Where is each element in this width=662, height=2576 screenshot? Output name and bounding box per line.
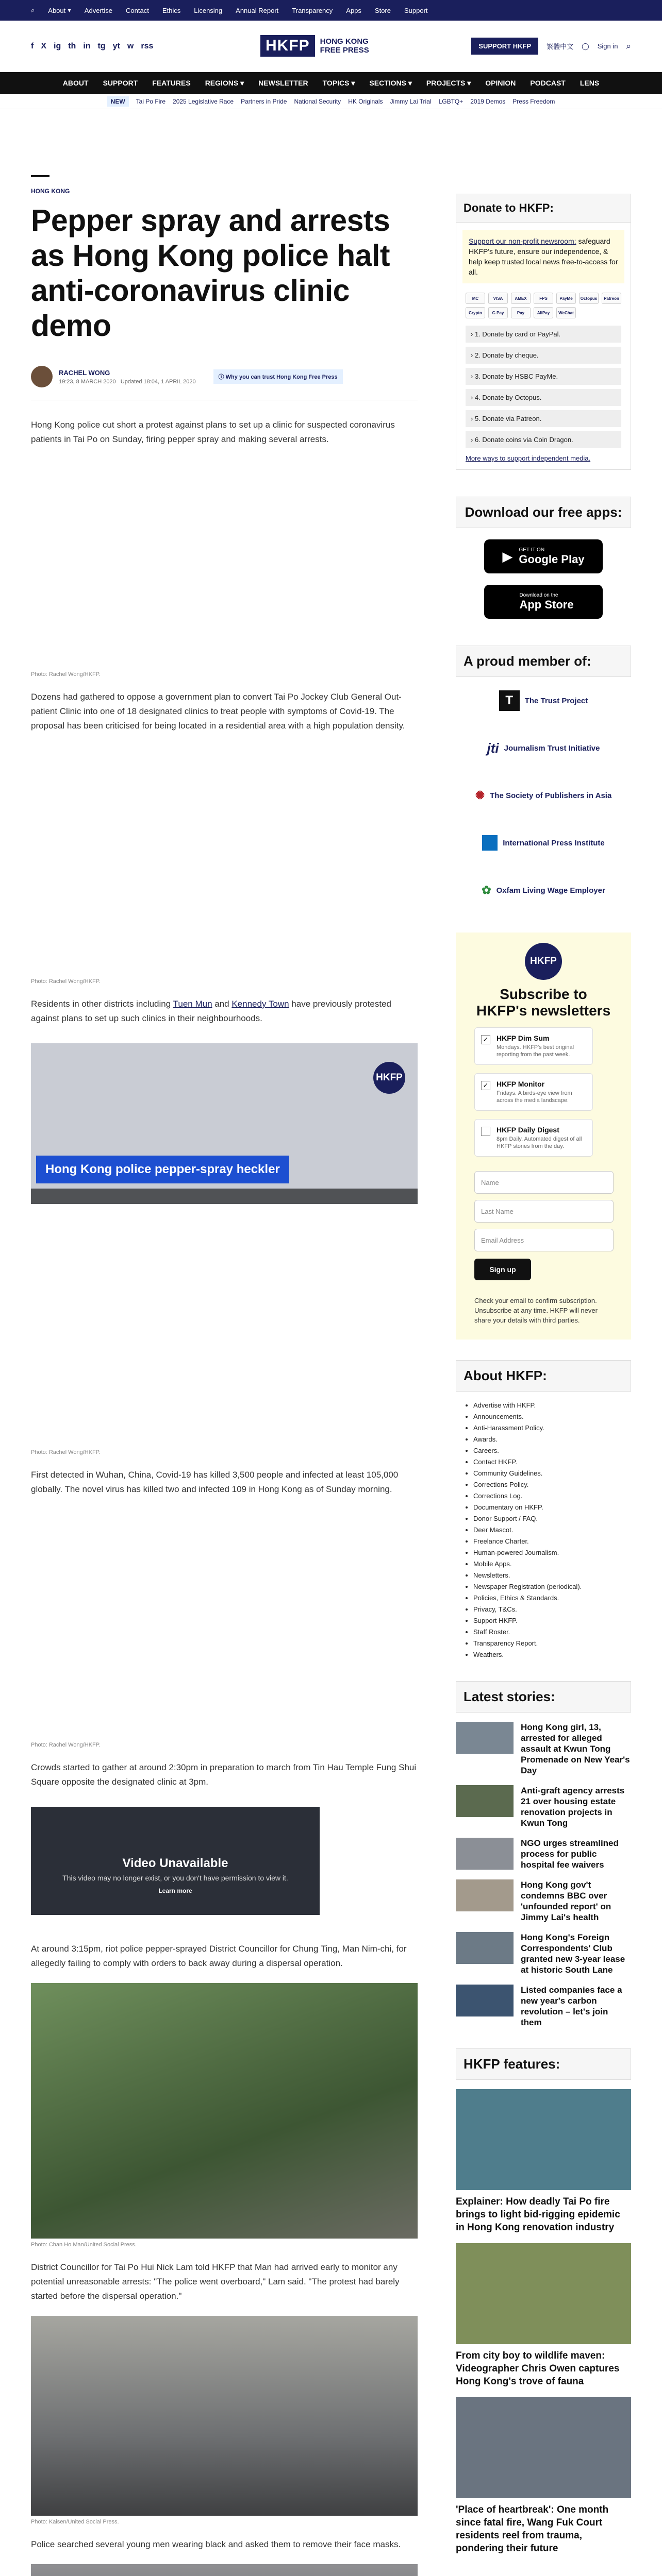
about-link[interactable]: • Support HKFP.: [473, 1615, 631, 1626]
feature-story[interactable]: 'Place of heartbreak': One month since fatal fire, Wang Fuk Court residents reel from trauma, pondering their future: [456, 2397, 631, 2555]
about-link[interactable]: • Awards.: [473, 1434, 631, 1445]
link-kennedy-town[interactable]: Kennedy Town: [231, 999, 289, 1009]
donate-intro-link[interactable]: Support our non-profit newsroom:: [469, 237, 576, 245]
donate-option[interactable]: › 1. Donate by card or PayPal.: [466, 326, 621, 343]
visa-icon: VISA: [488, 293, 508, 304]
email-input[interactable]: Email Address: [474, 1229, 614, 1251]
sign-in-link[interactable]: Sign in: [597, 42, 618, 50]
newsletter-option[interactable]: HKFP Daily Digest 8pm Daily. Automated digest of all HKFP stories from the day.: [474, 1119, 593, 1157]
photo-placeholder: [31, 1204, 418, 1446]
sopa-icon: ✺: [475, 789, 485, 802]
about-link[interactable]: • Corrections Log.: [473, 1490, 631, 1502]
social-links: [31, 42, 153, 51]
newsletter-widget: [456, 933, 631, 1340]
top-link-contact[interactable]: Contact: [126, 6, 149, 14]
last-name-input[interactable]: Last Name: [474, 1200, 614, 1223]
photo-caption: Photo: Rachel Wong/HKFP.: [31, 1742, 101, 1748]
learn-more-link[interactable]: Learn more: [158, 1887, 192, 1894]
facebook-icon[interactable]: f: [31, 41, 34, 50]
nav-projects[interactable]: PROJECTS ▾: [426, 78, 471, 87]
first-name-input[interactable]: Name: [474, 1171, 614, 1194]
nav-lens[interactable]: LENS: [580, 79, 600, 87]
search-icon[interactable]: ⌕: [31, 6, 35, 14]
member-logo[interactable]: jti Journalism Trust Initiative: [487, 740, 600, 756]
byline: [31, 366, 418, 387]
trust-project-icon: T: [499, 690, 520, 711]
nav-regions[interactable]: REGIONS ▾: [205, 78, 244, 87]
whatsapp-icon[interactable]: w: [127, 41, 134, 50]
video-controls[interactable]: [31, 1189, 418, 1204]
google-play-icon: ▶: [502, 548, 513, 564]
fps-icon: FPS: [534, 293, 553, 304]
video-unavailable-message: This video may no longer exist, or you don't have permission to view it.: [62, 1874, 288, 1882]
nav-about[interactable]: ABOUT: [62, 79, 89, 87]
top-utility-bar: [0, 0, 662, 21]
members-title: A proud member of:: [456, 646, 631, 677]
story-thumbnail: [456, 1985, 514, 2016]
trending-link[interactable]: 2025 Legislative Race: [173, 97, 234, 105]
video-player[interactable]: [31, 1043, 418, 1204]
category-label[interactable]: HONG KONG: [31, 188, 70, 195]
about-link[interactable]: • Deer Mascot.: [473, 1524, 631, 1536]
jti-icon: jti: [487, 740, 499, 756]
search-icon[interactable]: ⌕: [626, 41, 631, 51]
trending-link[interactable]: HK Originals: [348, 97, 383, 105]
trending-link[interactable]: Tai Po Fire: [136, 97, 166, 105]
logo-text: HONG KONG FREE PRESS: [320, 37, 369, 55]
about-link[interactable]: • Weathers.: [473, 1649, 631, 1660]
article: [31, 109, 418, 2576]
member-logo[interactable]: ✿ Oxfam Living Wage Employer: [482, 884, 605, 896]
top-link-annual-report[interactable]: Annual Report: [236, 6, 279, 14]
about-link[interactable]: • Human-powered Journalism.: [473, 1547, 631, 1558]
member-logo[interactable]: International Press Institute: [456, 819, 631, 867]
photo-caption: Photo: Rachel Wong/HKFP.: [31, 671, 101, 677]
about-link[interactable]: • Newsletters.: [473, 1570, 631, 1581]
paragraph: Hong Kong police cut short a protest against plans to set up a clinic for suspected coronavirus patients in Tai Po on Sunday, firing pepper spray and making several arrests.: [31, 420, 395, 444]
amex-icon: AMEX: [511, 293, 531, 304]
top-link-transparency[interactable]: Transparency: [292, 6, 333, 14]
payment-methods: [466, 293, 621, 318]
mastercard-icon: MC: [466, 293, 485, 304]
about-link[interactable]: • Community Guidelines.: [473, 1468, 631, 1479]
site-logo[interactable]: [260, 35, 369, 57]
checkbox[interactable]: [481, 1127, 490, 1136]
youtube-icon[interactable]: yt: [112, 41, 120, 50]
byline-text: [59, 369, 196, 385]
ipi-icon: [482, 835, 498, 851]
video-unavailable-title: Video Unavailable: [122, 1856, 228, 1870]
donate-widget: [456, 194, 631, 470]
app-store-button[interactable]: Download on the App Store: [484, 585, 603, 619]
photo-placeholder: [31, 1497, 418, 1739]
nav-features[interactable]: FEATURES: [152, 79, 191, 87]
about-link[interactable]: • Advertise with HKFP.: [473, 1400, 631, 1411]
about-link[interactable]: • Policies, Ethics & Standards.: [473, 1592, 631, 1604]
about-link[interactable]: • Newspaper Registration (periodical).: [473, 1581, 631, 1592]
newsletter-logo: HKFP: [525, 943, 562, 980]
paragraph: Residents in other districts including Tuen Mun and Kennedy Town have previously protested against plans to set up such clinics in their neighbourhoods.: [31, 999, 392, 1023]
story-thumbnail: [456, 1879, 514, 1911]
latest-story[interactable]: Hong Kong's Foreign Correspondents' Club granted new 3-year lease at historic South Lane: [456, 1932, 631, 1975]
latest-widget: [456, 1681, 631, 2028]
google-play-button[interactable]: ▶ GET IT ON Google Play: [484, 539, 603, 573]
photo-placeholder: [31, 733, 418, 975]
rss-icon[interactable]: rss: [141, 41, 154, 50]
telegram-icon[interactable]: tg: [97, 41, 106, 50]
about-link[interactable]: • Careers.: [473, 1445, 631, 1456]
author-avatar: [31, 366, 53, 387]
paragraph: First detected in Wuhan, China, Covid-19 has killed 3,500 people and infected at least 105,000 globally. The novel virus has killed two and infected 109 in Hong Kong as of Sunday morning.: [31, 1470, 399, 1494]
more-ways-link[interactable]: More ways to support independent media.: [466, 454, 591, 462]
donate-intro: Support our non-profit newsroom: safeguard HKFP's future, ensure our independence, & help keep trusted local news free-to-access for all.: [462, 230, 624, 283]
photo-caption: Photo: Chan Ho Man/United Social Press.: [31, 2242, 137, 2248]
octopus-icon: Octopus: [579, 293, 599, 304]
video-logo: HKFP: [373, 1062, 405, 1094]
donate-option[interactable]: › 6. Donate coins via Coin Dragon.: [466, 431, 621, 448]
about-widget: [456, 1360, 631, 1660]
trending-link[interactable]: LGBTQ+: [438, 97, 464, 105]
latest-story[interactable]: Hong Kong girl, 13, arrested for alleged assault at Kwun Tong Promenade on New Year's Day: [456, 1722, 631, 1776]
paragraph: District Councillor for Tai Po Hui Nick Lam told HKFP that Man had arrived early to monitor any potential unreasonable arrests: "The police went overboard," Lam said. "The protest had barely started before the dispersal operation.": [31, 2262, 400, 2301]
apps-widget: [456, 497, 631, 619]
about-link[interactable]: • Anti-Harassment Policy.: [473, 1422, 631, 1434]
about-link[interactable]: • Donor Support / FAQ.: [473, 1513, 631, 1524]
x-icon[interactable]: X: [41, 41, 46, 50]
instagram-icon[interactable]: ig: [54, 41, 61, 50]
about-link[interactable]: • Announcements.: [473, 1411, 631, 1422]
paragraph: Dozens had gathered to oppose a government plan to convert Tai Po Jockey Club General Out-patient Clinic into one of 18 designated clinics to treat people with symptoms of Covid-19. The proposal has been criticised for being located in a residential area with a high population density.: [31, 692, 405, 731]
newsletter-option[interactable]: ✓ HKFP Dim Sum Mondays. HKFP's best original reporting from the past week.: [474, 1027, 593, 1065]
top-link-ethics[interactable]: Ethics: [162, 6, 181, 14]
threads-icon[interactable]: th: [68, 41, 76, 50]
about-link[interactable]: • Contact HKFP.: [473, 1456, 631, 1468]
story-thumbnail: [456, 1722, 514, 1754]
top-link-apps[interactable]: Apps: [346, 6, 361, 14]
member-logo[interactable]: ✺ The Society of Publishers in Asia: [475, 789, 612, 802]
trending-link[interactable]: National Security: [294, 97, 341, 105]
feature-image: [456, 2397, 631, 2498]
nav-newsletter[interactable]: NEWSLETTER: [258, 79, 308, 87]
title-rule: [31, 175, 49, 177]
link-tuen-mun[interactable]: Tuen Mun: [173, 999, 212, 1009]
article-title: Pepper spray and arrests as Hong Kong police halt anti-coronavirus clinic demo: [31, 204, 390, 343]
feature-story[interactable]: From city boy to wildlife maven: Videographer Chris Owen captures Hong Kong's trove of fauna: [456, 2243, 631, 2388]
trending-link[interactable]: Jimmy Lai Trial: [390, 97, 432, 105]
photo-placeholder: [31, 447, 418, 668]
payme-icon: PayMe: [556, 293, 576, 304]
about-link[interactable]: • Transparency Report.: [473, 1638, 631, 1649]
story-thumbnail: [456, 1785, 514, 1817]
linkedin-icon[interactable]: in: [83, 41, 91, 50]
patreon-icon: Patreon: [602, 293, 621, 304]
nav-topics[interactable]: TOPICS ▾: [322, 78, 355, 87]
site-header: [0, 21, 662, 72]
author-name[interactable]: RACHEL WONG: [59, 368, 110, 377]
photo-caption: Photo: Rachel Wong/HKFP.: [31, 978, 101, 985]
donate-option[interactable]: › 5. Donate via Patreon.: [466, 410, 621, 427]
about-link[interactable]: • Documentary on HKFP.: [473, 1502, 631, 1513]
about-link[interactable]: • Corrections Policy.: [473, 1479, 631, 1490]
donate-option[interactable]: › 3. Donate by HSBC PayMe.: [466, 368, 621, 385]
trending-bar: [0, 94, 662, 109]
paragraph: Police searched several young men wearing black and asked them to remove their face masks.: [31, 2539, 401, 2549]
language-switch[interactable]: 繁體中文: [547, 43, 574, 50]
sidebar: [456, 109, 631, 2576]
sidebar-spacer: [456, 109, 631, 194]
photo-caption: Photo: Rachel Wong/HKFP.: [31, 1449, 101, 1455]
about-title: About HKFP:: [456, 1360, 631, 1392]
story-thumbnail: [456, 1838, 514, 1870]
feature-story[interactable]: Explainer: How deadly Tai Po fire brings to light bid-rigging epidemic in Hong Kong renovation industry: [456, 2089, 631, 2234]
latest-story[interactable]: NGO urges streamlined process for public hospital fee waivers: [456, 1838, 631, 1870]
header-actions: [471, 38, 631, 55]
donate-option[interactable]: › 2. Donate by cheque.: [466, 347, 621, 364]
features-title: HKFP features:: [456, 2048, 631, 2080]
publish-date: 19:23, 8 MARCH 2020 Updated 18:04, 1 APRIL 2020: [59, 378, 196, 385]
paragraph: Crowds started to gather at around 2:30pm in preparation to march from Tin Hau Temple Fung Shui Square opposite the designated clinic at 3pm.: [31, 1762, 417, 1787]
feature-image: [456, 2089, 631, 2190]
trust-link[interactable]: ⓘ Why you can trust Hong Kong Free Press: [213, 369, 343, 384]
features-widget: [456, 2048, 631, 2555]
newsletter-note: Check your email to confirm subscription. Unsubscribe at any time. HKFP will never share your details with third parties.: [474, 1297, 598, 1324]
trending-link[interactable]: 2019 Demos: [470, 97, 506, 105]
checkbox[interactable]: ✓: [481, 1035, 490, 1044]
nav-sections[interactable]: SECTIONS ▾: [369, 78, 412, 87]
top-link-licensing[interactable]: Licensing: [194, 6, 223, 14]
support-button[interactable]: SUPPORT HKFP: [471, 38, 538, 55]
latest-story[interactable]: Listed companies face a new year's carbon revolution – let's join them: [456, 1985, 631, 2028]
feature-image: [456, 2243, 631, 2344]
latest-story[interactable]: Hong Kong gov't condemns BBC over 'unfounded report' on Jimmy Lai's health: [456, 1879, 631, 1923]
trending-link[interactable]: Partners in Pride: [241, 97, 287, 105]
about-link[interactable]: • Mobile Apps.: [473, 1558, 631, 1570]
trending-link[interactable]: Press Freedom: [512, 97, 555, 105]
newsletter-title: Subscribe to HKFP's newsletters: [476, 986, 611, 1019]
sign-up-button[interactable]: Sign up: [474, 1259, 531, 1280]
main-nav: [0, 72, 662, 94]
top-link-store[interactable]: Store: [374, 6, 391, 14]
page-body: [0, 109, 662, 2576]
about-link[interactable]: • Freelance Charter.: [473, 1536, 631, 1547]
nav-podcast[interactable]: PODCAST: [530, 79, 566, 87]
nav-support[interactable]: SUPPORT: [103, 79, 138, 87]
article-photo: [31, 2316, 418, 2516]
alipay-icon: AliPay: [534, 307, 553, 318]
google-pay-icon: G Pay: [488, 307, 508, 318]
about-list: [473, 1400, 631, 1660]
video-title-banner: Hong Kong police pepper-spray heckler: [36, 1156, 289, 1183]
oxfam-icon: ✿: [482, 884, 491, 896]
latest-title: Latest stories:: [456, 1681, 631, 1713]
about-link[interactable]: • Privacy, T&Cs.: [473, 1604, 631, 1615]
latest-story[interactable]: Anti-graft agency arrests 21 over housing estate renovation projects in Kwun Tong: [456, 1785, 631, 1828]
user-icon[interactable]: ◯: [582, 42, 589, 50]
story-thumbnail: [456, 1932, 514, 1964]
checkbox[interactable]: ✓: [481, 1081, 490, 1090]
apple-pay-icon: Pay: [511, 307, 531, 318]
top-link-advertise[interactable]: Advertise: [84, 6, 112, 14]
nav-opinion[interactable]: OPINION: [485, 79, 516, 87]
logo-mark: HKFP: [260, 35, 315, 57]
donate-option[interactable]: › 4. Donate by Octopus.: [466, 389, 621, 406]
newsletter-option[interactable]: ✓ HKFP Monitor Fridays. A birds-eye view from across the media landscape.: [474, 1073, 593, 1111]
crypto-icon: Crypto: [466, 307, 485, 318]
top-link-about[interactable]: About ▾: [48, 6, 71, 14]
wechat-icon: WeChat: [556, 307, 576, 318]
top-link-support[interactable]: Support: [404, 6, 428, 14]
photo-caption: Photo: Kaisen/United Social Press.: [31, 2519, 119, 2525]
about-link[interactable]: • Staff Roster.: [473, 1626, 631, 1638]
apps-title: Download our free apps:: [456, 497, 631, 528]
donate-title: Donate to HKFP:: [456, 194, 631, 223]
article-photo: [31, 2564, 418, 2576]
new-badge: NEW: [107, 96, 129, 107]
member-logo[interactable]: T The Trust Project: [456, 677, 631, 724]
membership-widget: [456, 646, 631, 914]
article-photo: [31, 1983, 418, 2239]
paragraph: At around 3:15pm, riot police pepper-sprayed District Councillor for Chung Ting, Man Nim-chi, for allegedly failing to comply with orders to back away during a dispersal operation.: [31, 1944, 407, 1968]
embedded-video-unavailable[interactable]: [31, 1807, 320, 1915]
